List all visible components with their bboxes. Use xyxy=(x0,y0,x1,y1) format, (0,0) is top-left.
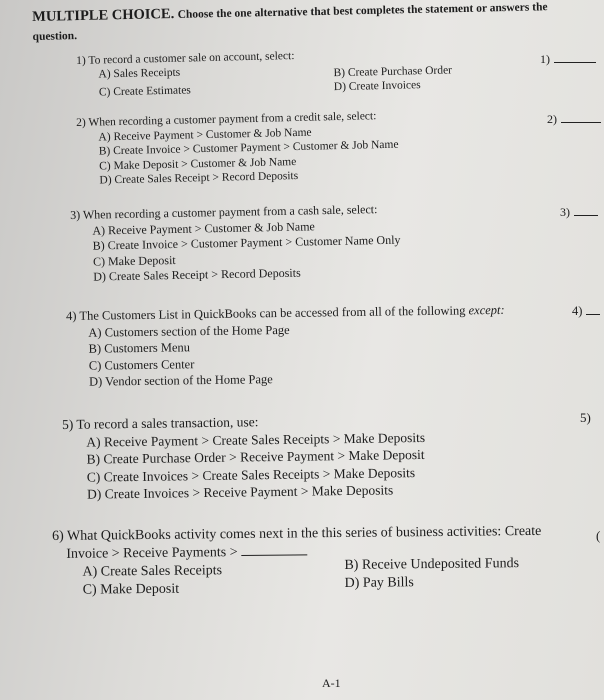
option-d: D) Create Invoices > Receive Payment > Make Deposits xyxy=(86,482,394,502)
question-stem: 3) When recording a customer payment from a cash sale, select: xyxy=(70,202,378,222)
answer-label: 1) xyxy=(540,52,550,66)
option-c: C) Create Invoices > Create Sales Receipts > Make Deposits xyxy=(86,464,416,485)
option-b: B) Create Invoice > Customer Payment > Customer Name Only xyxy=(92,232,401,253)
option-a: A) Sales Receipts xyxy=(98,66,181,81)
option-a: A) Receive Payment > Customer & Job Name xyxy=(92,218,315,238)
answer-blank-2[interactable] xyxy=(547,112,601,127)
answer-blank-6[interactable] xyxy=(596,528,600,544)
option-a: A) Create Sales Receipts xyxy=(82,563,223,580)
option-d: D) Create Sales Receipt > Record Deposits xyxy=(99,169,299,187)
option-b: B) Receive Undeposited Funds xyxy=(344,556,520,573)
answer-label: ( xyxy=(596,528,601,543)
answer-blank-3[interactable] xyxy=(560,205,598,220)
fill-in-blank[interactable] xyxy=(241,543,307,556)
option-a: A) Receive Payment > Customer & Job Name xyxy=(98,126,312,143)
option-a: A) Receive Payment > Create Sales Receipts > Make Deposits xyxy=(86,429,426,450)
instructions-text: Choose the one alternative that best completes the statement or answers the question. xyxy=(32,1,548,43)
answer-blank-5[interactable] xyxy=(580,410,591,426)
option-d: D) Create Invoices xyxy=(333,79,421,94)
option-d: D) Pay Bills xyxy=(344,575,414,591)
option-b: B) Create Purchase Order xyxy=(333,64,453,80)
question-stem-line-1: 6) What QuickBooks activity comes next in the this series of business activities: Create xyxy=(52,523,542,544)
question-stem: 1) To record a customer sale on account, select: xyxy=(76,50,295,67)
answer-label: 5) xyxy=(580,410,591,425)
instructions-lead: MULTIPLE CHOICE. xyxy=(32,6,175,25)
answer-blank-1[interactable] xyxy=(540,52,596,67)
option-b: B) Create Purchase Order > Receive Payment > Make Deposit xyxy=(86,446,425,467)
option-a: A) Customers section of the Home Page xyxy=(88,322,290,340)
question-stem-text: Invoice > Receive Payments > xyxy=(66,545,238,562)
question-1 xyxy=(76,44,497,100)
option-b: B) Customers Menu xyxy=(88,340,191,356)
page-number: A-1 xyxy=(322,676,341,690)
question-stem: 5) To record a sales transaction, use: xyxy=(62,414,259,432)
option-c: C) Make Deposit xyxy=(82,581,180,598)
option-d: D) Vendor section of the Home Page xyxy=(88,372,273,389)
answer-label: 2) xyxy=(547,112,557,126)
question-stem-emphasis: except: xyxy=(468,302,505,318)
option-c: C) Make Deposit > Customer & Job Name xyxy=(99,155,297,172)
question-5 xyxy=(62,409,563,503)
option-c: C) Make Deposit xyxy=(92,252,176,269)
option-b: B) Create Invoice > Customer Payment > Customer & Job Name xyxy=(98,138,399,158)
question-stem-main: 4) The Customers List in QuickBooks can be accessed from all of the following xyxy=(66,303,466,323)
option-c: C) Customers Center xyxy=(88,356,195,373)
question-4 xyxy=(66,301,557,390)
answer-blank-4[interactable] xyxy=(572,304,600,319)
question-stem: 2) When recording a customer payment from a credit sale, select: xyxy=(76,110,377,129)
instructions xyxy=(32,0,573,46)
answer-label: 3) xyxy=(560,205,570,219)
question-6 xyxy=(52,522,583,600)
answer-label: 4) xyxy=(572,304,583,318)
question-3 xyxy=(70,200,511,286)
question-2 xyxy=(76,106,518,188)
option-d: D) Create Sales Receipt > Record Deposits xyxy=(93,265,301,284)
option-c: C) Create Estimates xyxy=(98,84,191,99)
